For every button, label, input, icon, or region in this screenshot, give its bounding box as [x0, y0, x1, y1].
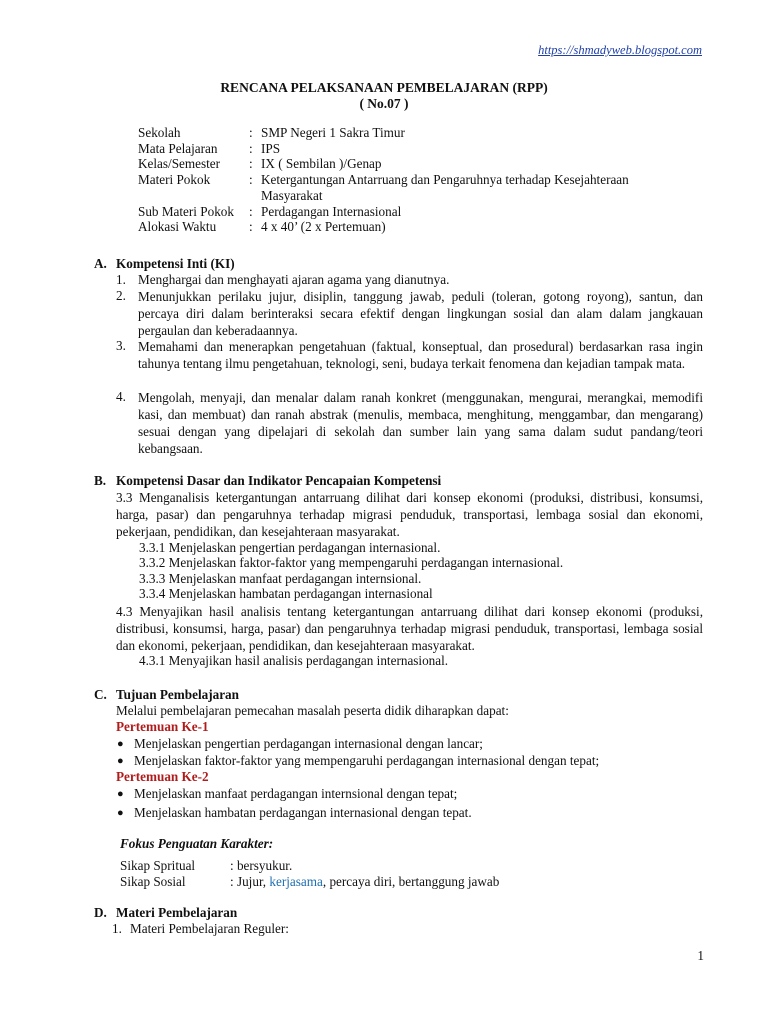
identity-label: Kelas/Semester [138, 156, 221, 171]
ki-item-number: 1. [116, 272, 126, 287]
objective-item: Menjelaskan faktor-faktor yang mempengaruhi perdagangan internasional dengan tepat; [134, 753, 600, 768]
kerjasama-link[interactable]: kerjasama [269, 874, 323, 889]
identity-colon: : [249, 204, 253, 219]
attitude-value [230, 874, 499, 890]
bullet-icon: ● [117, 738, 124, 750]
attitude-value-suffix: , percaya diri, bertanggung jawab [322, 874, 500, 889]
attitude-value-prefix: : Jujur, [230, 874, 270, 889]
section-c-title: Tujuan Pembelajaran [116, 687, 239, 702]
identity-value: Ketergantungan Antarruang dan Pengaruhnya terhadap Kesejahteraan [261, 172, 629, 187]
identity-value: 4 x 40’ (2 x Pertemuan) [261, 219, 386, 234]
page-number: 1 [697, 948, 704, 963]
ki-item-number: 3. [116, 338, 126, 353]
attitude-value: : bersyukur. [230, 858, 293, 873]
objective-item: Menjelaskan pengertian perdagangan internasional dengan lancar; [134, 736, 483, 751]
identity-colon: : [249, 156, 253, 171]
identity-value: IX ( Sembilan )/Genap [261, 156, 382, 171]
identity-value: Perdagangan Internasional [261, 204, 402, 219]
identity-colon: : [249, 141, 253, 156]
identity-value: IPS [261, 141, 281, 156]
attitude-label: Sikap Sosial [120, 874, 186, 889]
ki-item-text: Mengolah, menyaji, dan menalar dalam ranah konkret (menggunakan, mengurai, merangkai, memodifi kasi, dan membuat) dan ranah abstrak (menulis, membaca, menghitung, menggambar, dan mengarang) sesuai dengan yang dipelajari di sekolah dan sumber lain yang sama dalam sudut pandang/teori kebangsaan. [138, 390, 703, 456]
bullet-icon: ● [117, 788, 124, 800]
identity-label: Sub Materi Pokok [138, 204, 234, 219]
identity-value: SMP Negeri 1 Sakra Timur [261, 125, 405, 140]
indicator-item: 3.3.3 Menjelaskan manfaat perdagangan internsional. [139, 571, 422, 586]
identity-label: Sekolah [138, 125, 181, 140]
ki-item-number: 4. [116, 389, 126, 404]
blog-url-link[interactable]: https://shmadyweb.blogspot.com [538, 43, 702, 57]
indicator-item: 3.3.1 Menjelaskan pengertian perdagangan internasional. [139, 540, 441, 555]
section-b-letter: B. [94, 473, 107, 488]
ki-item-text: Memahami dan menerapkan pengetahuan (faktual, konseptual, dan prosedural) berdasarkan rasa ingin tahunya tentang ilmu pengetahuan, teknologi, seni, budaya terkait fenomena dan kejadian tampak mata. [138, 339, 703, 371]
indicator-item: 3.3.4 Menjelaskan hambatan perdagangan internasional [139, 586, 433, 601]
identity-colon: : [249, 172, 253, 187]
meeting-1-heading: Pertemuan Ke-1 [116, 719, 209, 734]
kd-3-3-text: 3.3 Menganalisis ketergantungan antarruang dilihat dari konsep ekonomi (produksi, distribusi, konsumsi, harga, pasar) dan pengaruhnya terhadap migrasi penduduk, transportasi, lembaga sosial dan ekonomi, pekerjaan, pendidikan, dan kesejahteraan masyarakat. [116, 490, 703, 539]
objective-item: Menjelaskan hambatan perdagangan internasional dengan tepat. [134, 805, 472, 820]
material-item-text: Materi Pembelajaran Reguler: [130, 921, 289, 936]
indicator-item: 4.3.1 Menyajikan hasil analisis perdagangan internasional. [139, 653, 449, 668]
ki-item-text: Menghargai dan menghayati ajaran agama yang dianutnya. [138, 272, 450, 287]
ki-item-text: Menunjukkan perilaku jujur, disiplin, tanggung jawab, peduli (toleran, gotong royong), santun, dan percaya diri dalam berinteraksi secara efektif dengan lingkungan sosial dan alam dalam jangkauan pergaulan dan keberadaannya. [138, 289, 703, 338]
meeting-2-heading: Pertemuan Ke-2 [116, 769, 209, 784]
indicator-item: 3.3.2 Menjelaskan faktor-faktor yang mempengaruhi perdagangan internasional. [139, 555, 564, 570]
material-item-number: 1. [112, 921, 122, 936]
section-b-title: Kompetensi Dasar dan Indikator Pencapaian Kompetensi [116, 473, 442, 488]
ki-item-number: 2. [116, 288, 126, 303]
document-number: ( No.07 ) [359, 96, 409, 111]
section-d-title: Materi Pembelajaran [116, 905, 238, 920]
bullet-icon: ● [117, 755, 124, 767]
objective-item: Menjelaskan manfaat perdagangan internsional dengan tepat; [134, 786, 458, 801]
identity-colon: : [249, 219, 253, 234]
section-a-title: Kompetensi Inti (KI) [116, 256, 235, 271]
kd-4-3-text: 4.3 Menyajikan hasil analisis tentang ketergantungan antarruang dilihat dari konsep ekonomi (produksi, distribusi, konsumsi, harga, pasar) dan pengaruhnya terhadap migrasi penduduk, transportasi, lembaga sosial dan ekonomi, pekerjaan, pendidikan, dan kesejahteraan masyarakat. [116, 604, 703, 653]
section-a-letter: A. [94, 256, 107, 271]
section-c-letter: C. [94, 687, 107, 702]
identity-label: Alokasi Waktu [138, 219, 217, 234]
attitude-label: Sikap Spritual [120, 858, 196, 873]
bullet-icon: ● [117, 807, 124, 819]
character-focus-title: Fokus Penguatan Karakter: [120, 836, 274, 851]
document-title: RENCANA PELAKSANAAN PEMBELAJARAN (RPP) [220, 80, 548, 95]
identity-label: Mata Pelajaran [138, 141, 218, 156]
identity-label: Materi Pokok [138, 172, 211, 187]
section-d-letter: D. [94, 905, 107, 920]
identity-value-continued: Masyarakat [261, 188, 323, 203]
identity-colon: : [249, 125, 253, 140]
objectives-intro: Melalui pembelajaran pemecahan masalah peserta didik diharapkan dapat: [116, 703, 509, 718]
